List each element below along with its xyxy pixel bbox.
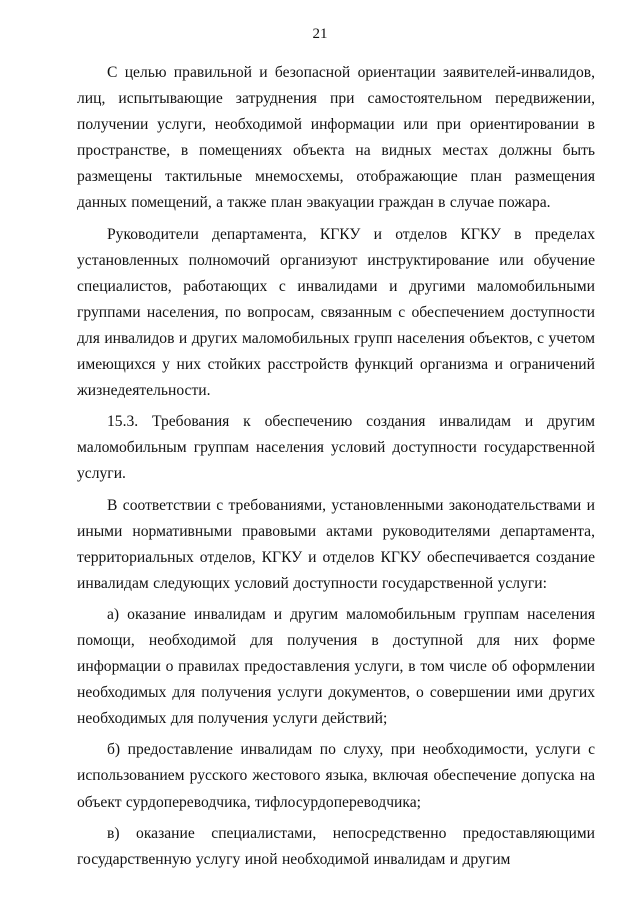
paragraph-orientation-aids: С целью правильной и безопасной ориентации заявителей-инвалидов, лиц, испытывающие затруднения при самостоятельном передвижении, получении услуги, необходимой информации или при ориентировании в пространстве, в помещениях объекта на видных местах должны быть размещены тактильные мнемосхемы, отображающие план размещения данных помещений, а также план эвакуации граждан в случае пожара. (77, 64, 595, 212)
document-body (77, 60, 595, 878)
list-item-b: б) предоставление инвалидам по слуху, при необходимости, услуги с использованием русского жестового языка, включая обеспечение допуска на объект сурдопереводчика, тифлосурдопереводчика; (77, 741, 595, 811)
list-item-a: а) оказание инвалидам и другим маломобильным группам населения помощи, необходимой для получения в доступной для них форме информации о правилах предоставления услуги, в том числе об оформлении необходимых для получения услуги документов, о совершении ими других необходимых для получения услуги действий; (77, 605, 595, 728)
page-number: 21 (312, 26, 328, 42)
section-heading-15-3: 15.3. Требования к обеспечению создания инвалидам и другим маломобильным группам населения условий доступности государственной услуги. (77, 413, 595, 483)
paragraph-accessibility-conditions: В соответствии с требованиями, установленными законодательствами и иными нормативными правовыми актами руководителями департамента, территориальных отделов, КГКУ и отделов КГКУ обеспечивается создание инвалидам следующих условий доступности государственной услуги: (77, 496, 595, 592)
paragraph-staff-training: Руководители департамента, КГКУ и отделов КГКУ в пределах установленных полномочий организуют инструктирование или обучение специалистов, работающих с инвалидами и другими маломобильными группами населения, по вопросам, связанным с обеспечением доступности для инвалидов и других маломобильных групп населения объектов, с учетом имеющихся у них стойких расстройств функций организма и ограничений жизнедеятельности. (77, 225, 595, 400)
list-item-c: в) оказание специалистами, непосредственно предоставляющими государственную услугу иной необходимой инвалидам и другим (77, 824, 595, 868)
